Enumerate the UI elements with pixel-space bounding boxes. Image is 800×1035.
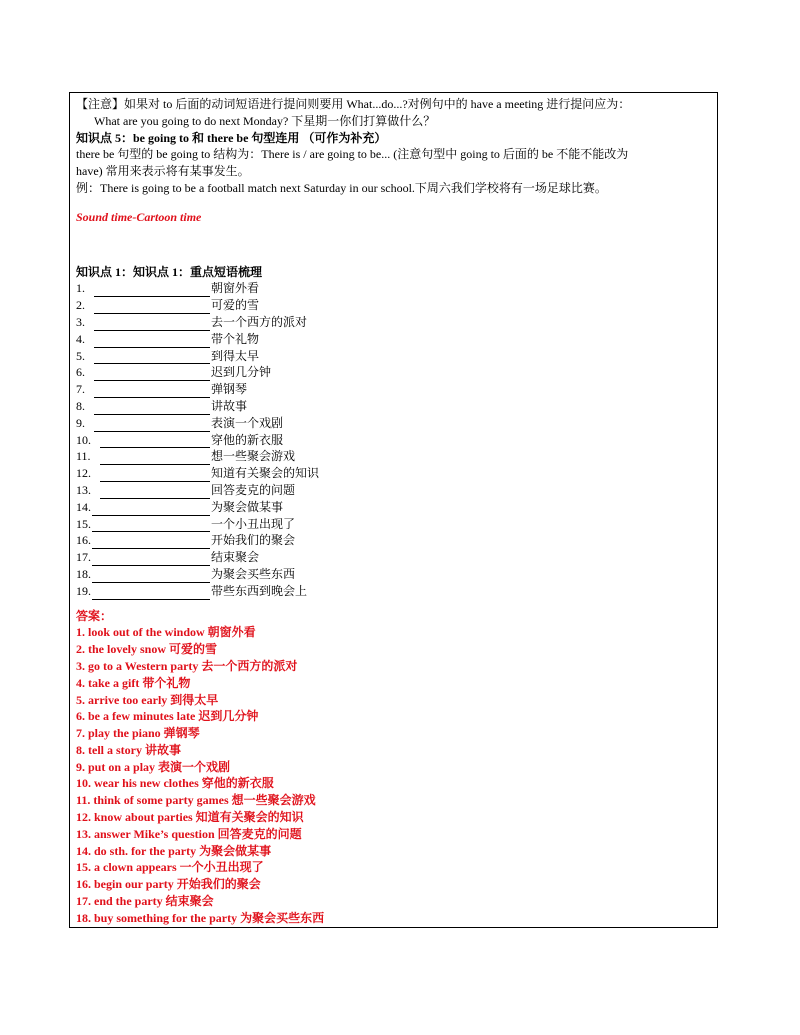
point1-heading: 知识点 1：知识点 1：重点短语梳理 <box>76 264 263 279</box>
answer-blank[interactable] <box>92 519 210 532</box>
blank-row <box>76 297 711 314</box>
blank-prompt: 带些东西到晚会上 <box>211 583 308 598</box>
answer-blank[interactable] <box>100 469 210 482</box>
blank-row <box>76 432 711 449</box>
blank-prompt: 结束聚会 <box>211 550 260 565</box>
answer-blank[interactable] <box>94 351 210 364</box>
answer-item: 16. begin our party 开始我们的聚会 <box>76 877 261 892</box>
point5-explanation-1: there be 句型的 be going to 结构为：There is / are going to be... (注意句型中 going to 后面的 be 不能不能改为 <box>76 147 629 162</box>
blank-prompt: 去一个西方的派对 <box>211 314 308 329</box>
answer-blank[interactable] <box>92 587 210 600</box>
blank-prompt: 一个小丑出现了 <box>211 516 296 531</box>
answer-blank[interactable] <box>92 553 210 566</box>
blank-row <box>76 381 711 398</box>
blank-number: 18. <box>76 566 91 581</box>
document-content <box>76 96 711 927</box>
blank-prompt: 为聚会买些东西 <box>211 566 296 581</box>
answer-blank[interactable] <box>100 435 210 448</box>
answer-item: 12. know about parties 知道有关聚会的知识 <box>76 810 304 825</box>
answer-item: 15. a clown appears 一个小丑出现了 <box>76 860 264 875</box>
answer-blank[interactable] <box>100 452 210 465</box>
blank-number: 14. <box>76 499 91 514</box>
answer-blank[interactable] <box>100 486 210 499</box>
answer-item: 3. go to a Western party 去一个西方的派对 <box>76 658 298 673</box>
phrase-blank-list <box>76 280 711 599</box>
blank-prompt: 可爱的雪 <box>211 298 260 313</box>
blank-row <box>76 348 711 365</box>
answer-item: 17. end the party 结束聚会 <box>76 894 214 909</box>
blank-prompt: 回答麦克的问题 <box>211 482 296 497</box>
answer-blank[interactable] <box>94 402 210 415</box>
blank-row <box>76 532 711 549</box>
blank-row <box>76 448 711 465</box>
note-line-1: 【注意】如果对 to 后面的动词短语进行提问则要用 What...do...?对例句中的 have a meeting 进行提问应为： <box>76 97 631 111</box>
blank-number: 2. <box>76 298 85 313</box>
answer-item: 1. look out of the window 朝窗外看 <box>76 625 256 640</box>
answer-blank[interactable] <box>94 368 210 381</box>
blank-prompt: 讲故事 <box>211 398 248 413</box>
answer-item: 6. be a few minutes late 迟到几分钟 <box>76 709 259 724</box>
answer-blank[interactable] <box>92 503 210 516</box>
answers-heading: 答案： <box>76 608 113 623</box>
blank-prompt: 迟到几分钟 <box>211 365 272 380</box>
blank-number: 7. <box>76 382 85 397</box>
document-frame <box>69 92 718 928</box>
blank-prompt: 开始我们的聚会 <box>211 533 296 548</box>
point5-example: 例：There is going to be a football match next Saturday in our school.下周六我们学校将有一场足球比赛。 <box>76 180 607 195</box>
blank-number: 13. <box>76 482 91 497</box>
answer-blank[interactable] <box>94 284 210 297</box>
answers-block <box>76 608 711 927</box>
answer-item: 14. do sth. for the party 为聚会做某事 <box>76 843 272 858</box>
blank-row <box>76 280 711 297</box>
blank-row <box>76 331 711 348</box>
answer-item: 8. tell a story 讲故事 <box>76 742 181 757</box>
blank-prompt: 知道有关聚会的知识 <box>211 466 320 481</box>
blank-prompt: 为聚会做某事 <box>211 499 284 514</box>
blank-number: 16. <box>76 533 91 548</box>
blank-number: 9. <box>76 415 85 430</box>
point5-heading: 知识点 5：be going to 和 there be 句型连用 （可作为补充） <box>76 130 387 145</box>
blank-prompt: 弹钢琴 <box>211 382 248 397</box>
answer-item: 7. play the piano 弹钢琴 <box>76 726 200 741</box>
blank-prompt: 到得太早 <box>211 348 260 363</box>
answer-item: 5. arrive too early 到得太早 <box>76 692 219 707</box>
blank-number: 3. <box>76 314 85 329</box>
answer-blank[interactable] <box>92 536 210 549</box>
blank-number: 10. <box>76 432 91 447</box>
answer-blank[interactable] <box>94 318 210 331</box>
answer-list <box>76 624 711 926</box>
answer-item: 2. the lovely snow 可爱的雪 <box>76 642 218 657</box>
blank-row <box>76 583 711 600</box>
blank-row <box>76 499 711 516</box>
note-example-question: What are you going to do next Monday? 下星期一你们打算做什么？ <box>94 113 436 128</box>
answer-blank[interactable] <box>94 419 210 432</box>
blank-prompt: 表演一个戏剧 <box>211 415 284 430</box>
blank-number: 15. <box>76 516 91 531</box>
answer-item: 13. answer Mike’s question 回答麦克的问题 <box>76 826 302 841</box>
blank-number: 19. <box>76 583 91 598</box>
answer-blank[interactable] <box>92 570 210 583</box>
blank-number: 11. <box>76 449 91 464</box>
blank-row <box>76 314 711 331</box>
answer-blank[interactable] <box>94 385 210 398</box>
blank-row <box>76 415 711 432</box>
blank-number: 12. <box>76 466 91 481</box>
blank-row <box>76 364 711 381</box>
answer-blank[interactable] <box>94 335 210 348</box>
blank-row <box>76 398 711 415</box>
blank-row <box>76 549 711 566</box>
blank-number: 4. <box>76 331 85 346</box>
blank-prompt: 带个礼物 <box>211 331 260 346</box>
blank-row <box>76 516 711 533</box>
blank-row <box>76 465 711 482</box>
blank-number: 8. <box>76 398 85 413</box>
section-title: Sound time-Cartoon time <box>76 209 202 224</box>
answer-item: 10. wear his new clothes 穿他的新衣服 <box>76 776 274 791</box>
blank-prompt: 想一些聚会游戏 <box>211 449 296 464</box>
answer-item: 4. take a gift 带个礼物 <box>76 675 191 690</box>
blank-row <box>76 566 711 583</box>
blank-prompt: 朝窗外看 <box>211 281 260 296</box>
answer-blank[interactable] <box>94 301 210 314</box>
blank-number: 5. <box>76 348 85 363</box>
blank-number: 17. <box>76 550 91 565</box>
answer-item: 9. put on a play 表演一个戏剧 <box>76 759 231 774</box>
answer-item: 18. buy something for the party 为聚会买些东西 <box>76 910 325 925</box>
blank-number: 1. <box>76 281 85 296</box>
blank-number: 6. <box>76 365 85 380</box>
blank-row <box>76 482 711 499</box>
blank-prompt: 穿他的新衣服 <box>211 432 284 447</box>
point5-explanation-2: have) 常用来表示将有某事发生。 <box>76 164 250 179</box>
answer-item: 11. think of some party games 想一些聚会游戏 <box>76 793 316 808</box>
